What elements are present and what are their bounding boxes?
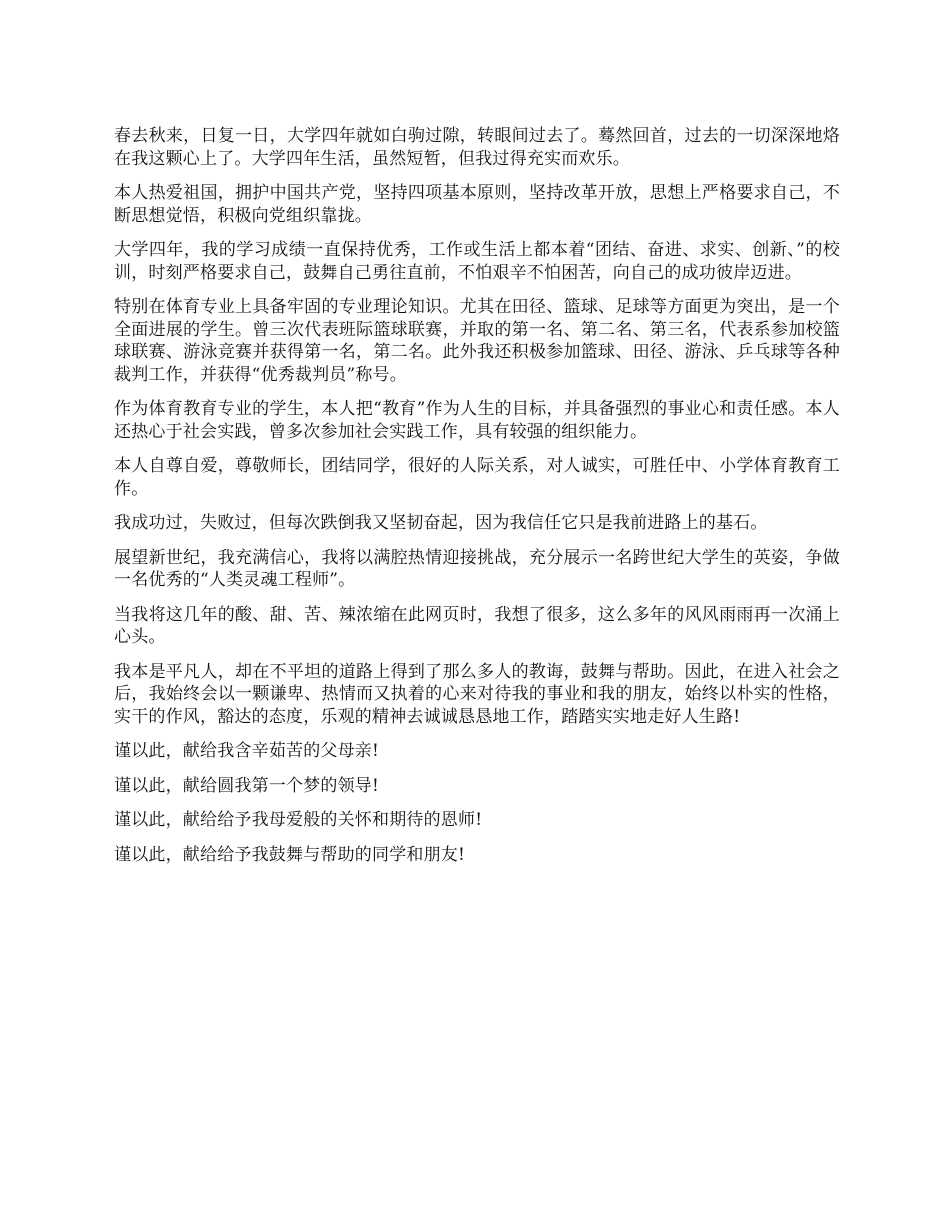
paragraph-opening: 春去秋来，日复一日，大学四年就如白驹过隙，转眼间过去了。蓦然回首，过去的一切深深地烙在我这颗心上了。大学四年生活，虽然短暂，但我过得充实而欢乐。 bbox=[114, 126, 840, 169]
paragraph-academic-record: 大学四年，我的学习成绩一直保持优秀，工作或生活上都本着“团结、奋进、求实、创新、”的校训，时刻严格要求自己，鼓舞自己勇往直前，不怕艰辛不怕困苦，向自己的成功彼岸迈进。 bbox=[114, 240, 840, 283]
paragraph-gratitude: 我本是平凡人，却在不平坦的道路上得到了那么多人的教诲，鼓舞与帮助。因此，在进入社会之后，我始终会以一颗谦卑、热情而又执着的心来对待我的事业和我的朋友，始终以朴实的性格，实干的作风，豁达的态度，乐观的精神去诚诚恳恳地工作，踏踏实实地走好人生路! bbox=[114, 661, 840, 727]
paragraph-outlook: 展望新世纪，我充满信心，我将以满腔热情迎接挑战，充分展示一名跨世纪大学生的英姿，争做一名优秀的“人类灵魂工程师”。 bbox=[114, 547, 840, 590]
dedication-teachers: 谨以此，献给给予我母爱般的关怀和期待的恩师! bbox=[114, 810, 483, 830]
dedication-parents: 谨以此，献给我含辛茹苦的父母亲! bbox=[114, 741, 380, 761]
paragraph-resilience: 我成功过，失败过，但每次跌倒我又坚韧奋起，因为我信任它只是我前进路上的基石。 bbox=[114, 513, 768, 533]
paragraph-political-stance: 本人热爱祖国，拥护中国共产党，坚持四项基本原则，坚持改革开放，思想上严格要求自己，不断思想觉悟，积极向党组织靠拢。 bbox=[114, 183, 840, 226]
paragraph-sports-achievements: 特别在体育专业上具备牢固的专业理论知识。尤其在田径、篮球、足球等方面更为突出，是一个全面进展的学生。曾三次代表班际篮球联赛，并取的第一名、第二名、第三名，代表系参加校篮球联赛、游泳竞赛并获得第一名，第二名。此外我还积极参加篮球、田径、游泳、乒乓球等各种裁判工作，并获得“优秀裁判员”称号。 bbox=[114, 297, 840, 385]
document-body bbox=[114, 125, 840, 878]
dedication-classmates: 谨以此，献给给予我鼓舞与帮助的同学和朋友! bbox=[114, 844, 466, 865]
paragraph-career-goal: 作为体育教育专业的学生，本人把“教育”作为人生的目标，并具备强烈的事业心和责任感。本人还热心于社会实践，曾多次参加社会实践工作，具有较强的组织能力。 bbox=[114, 399, 840, 442]
dedication-leaders: 谨以此，献给圆我第一个梦的领导! bbox=[114, 775, 380, 796]
paragraph-reflection: 当我将这几年的酸、甜、苦、辣浓缩在此网页时，我想了很多，这么多年的风风雨雨再一次涌上心头。 bbox=[114, 604, 840, 647]
paragraph-character: 本人自尊自爱，尊敬师长，团结同学，很好的人际关系，对人诚实，可胜任中、小学体育教育工作。 bbox=[114, 456, 840, 499]
